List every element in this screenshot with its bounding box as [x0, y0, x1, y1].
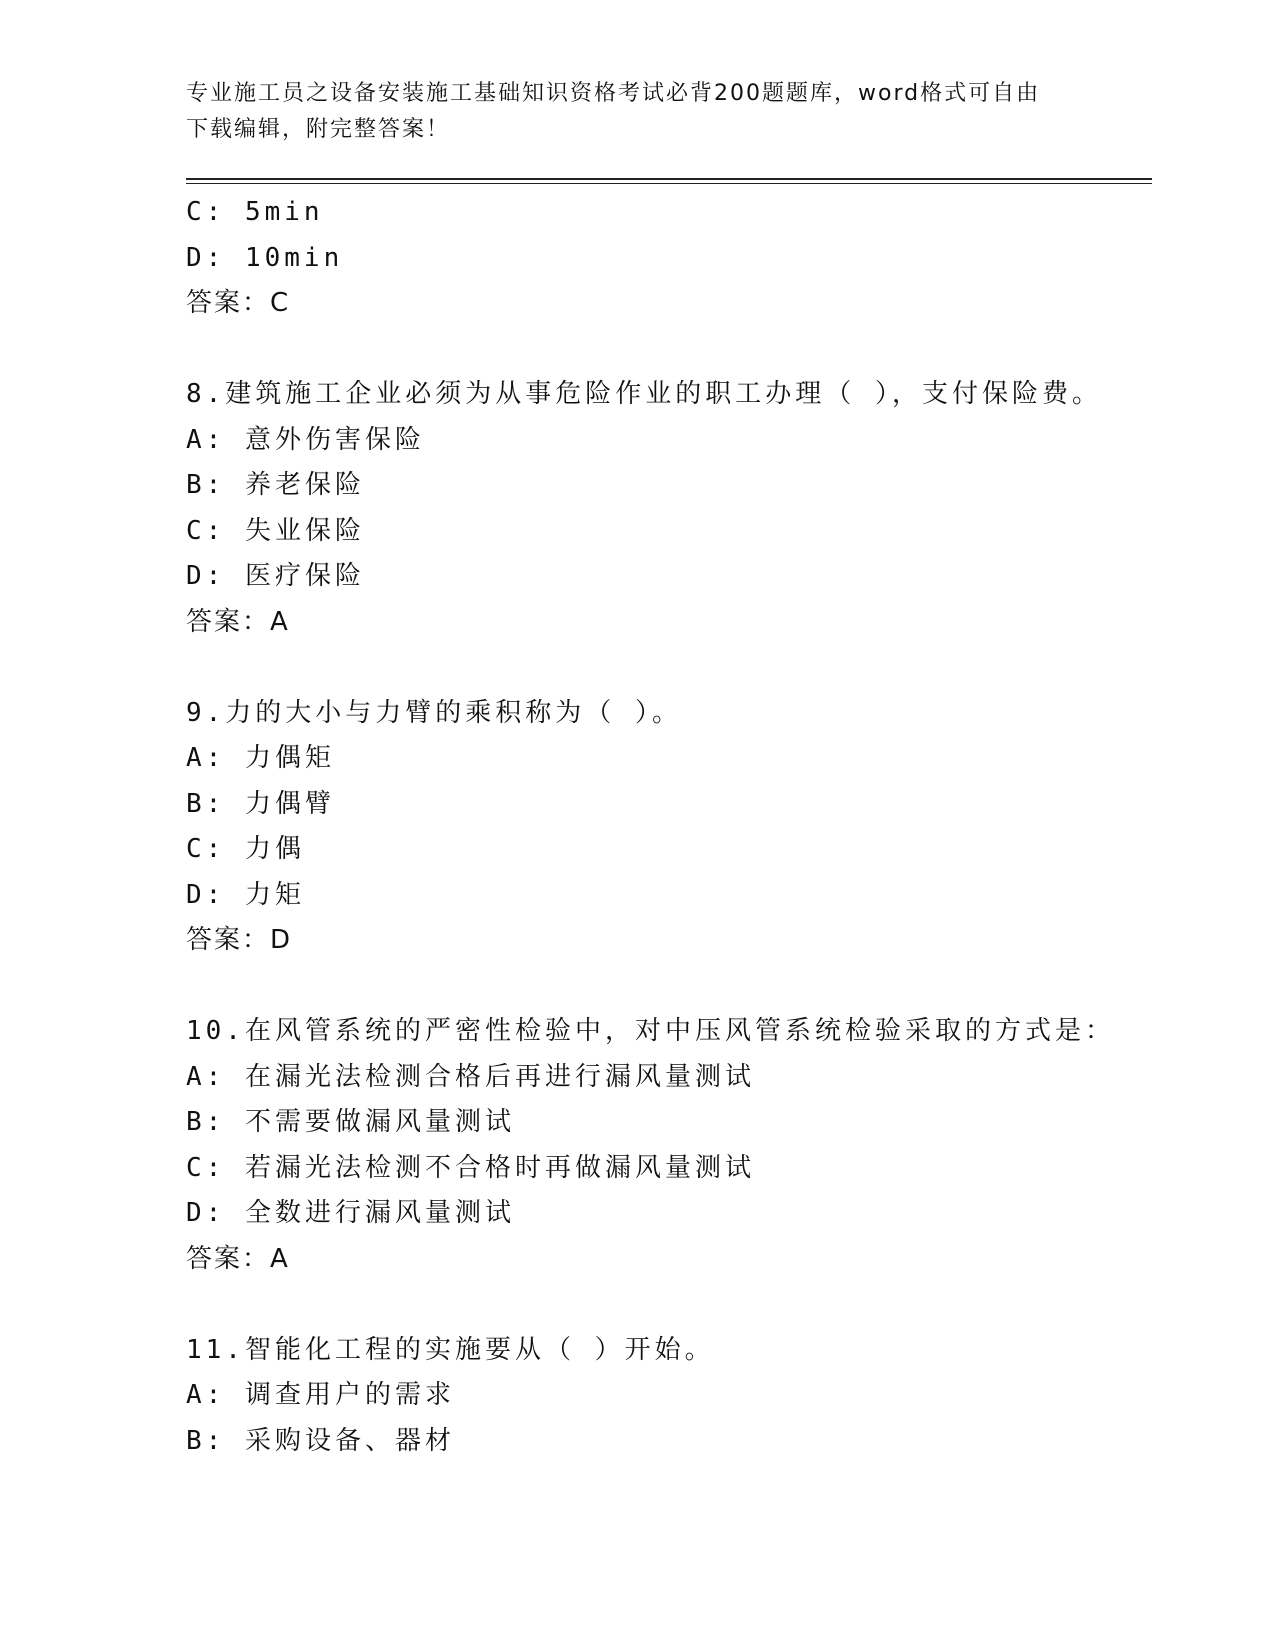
spacer [186, 645, 1146, 691]
spacer [186, 1282, 1146, 1328]
option-item: B: 力偶臂 [186, 788, 335, 819]
option-item: A: 意外伤害保险 [186, 424, 425, 455]
option-item: C: 若漏光法检测不合格时再做漏风量测试 [186, 1152, 755, 1183]
option-item: C: 力偶 [186, 834, 305, 864]
header-line-2: 下载编辑，附完整答案！ [186, 117, 451, 142]
option-item: A: 在漏光法检测合格后再进行漏风量测试 [186, 1061, 755, 1092]
option-item: B: 养老保险 [186, 470, 365, 500]
option-item: D: 全数进行漏风量测试 [186, 1198, 515, 1228]
header-line-1: 专业施工员之设备安装施工基础知识资格考试必背200题题库，word格式可自由 [186, 81, 1041, 106]
spacer [186, 964, 1146, 1010]
option-item: B: 不需要做漏风量测试 [186, 1107, 515, 1137]
option-item: D: 10min [186, 242, 344, 273]
header-rule-thick [186, 178, 1152, 180]
spacer [186, 327, 1146, 373]
option-item: D: 力矩 [186, 879, 305, 910]
option-item: D: 医疗保险 [186, 561, 365, 591]
question-stem: 10.在风管系统的严密性检验中，对中压风管系统检验采取的方式是： [186, 1016, 1115, 1046]
answer-line: 答案：A [186, 606, 290, 637]
question-content [186, 190, 1146, 1464]
option-item: A: 调查用户的需求 [186, 1380, 455, 1410]
option-item: C: 失业保险 [186, 515, 365, 546]
question-stem: 11.智能化工程的实施要从（ ）开始。 [186, 1334, 715, 1365]
option-item: A: 力偶矩 [186, 743, 335, 773]
header-rule-thin [186, 183, 1152, 184]
answer-line: 答案：C [186, 288, 291, 318]
answer-line: 答案：A [186, 1243, 290, 1274]
option-item: C: 5min [186, 197, 324, 227]
answer-line: 答案：D [186, 925, 293, 955]
option-item: B: 采购设备、器材 [186, 1425, 455, 1456]
question-stem: 9.力的大小与力臂的乘积称为（ ）。 [186, 697, 682, 728]
document-header [186, 76, 1066, 148]
question-stem: 8.建筑施工企业必须为从事危险作业的职工办理（ ），支付保险费。 [186, 379, 1102, 409]
